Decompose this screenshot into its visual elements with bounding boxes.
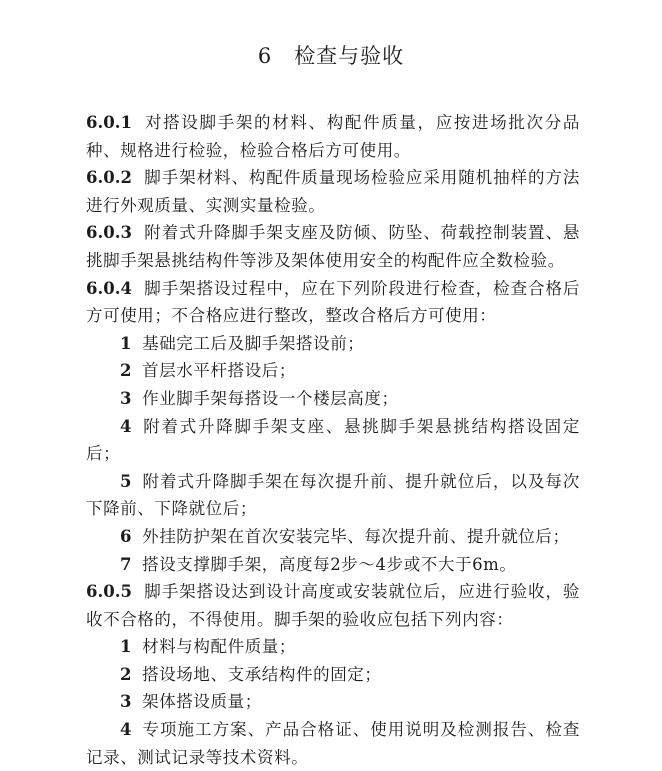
item-text: 附着式升降脚手架支座、悬挑脚手架悬挑结构搭设固定后； <box>86 416 580 464</box>
list-item <box>86 661 580 689</box>
list-item <box>86 385 580 413</box>
clause-text: 脚手架搭设过程中，应在下列阶段进行检查，检查合格后方可使用；不合格应进行整改，整改合格后方可使用： <box>86 278 580 326</box>
clause-6-0-5 <box>86 578 580 633</box>
list-item <box>86 716 580 771</box>
chapter-number: 6 <box>257 44 273 68</box>
clause-number: 6.0.5 <box>86 582 132 602</box>
item-text: 外挂防护架在首次安装完毕、每次提升前、提升就位后； <box>142 526 570 546</box>
list-item <box>86 413 580 468</box>
clause-6-0-2 <box>86 164 580 219</box>
list-item <box>86 468 580 523</box>
clause-number: 6.0.3 <box>86 223 132 243</box>
list-item <box>86 523 580 551</box>
item-text: 作业脚手架每搭设一个楼层高度； <box>142 388 399 408</box>
list-item <box>86 551 580 579</box>
clause-6-0-4 <box>86 275 580 330</box>
item-number: 1 <box>120 637 133 657</box>
item-text: 附着式升降脚手架在每次提升前、提升就位后，以及每次下降前、下降就位后； <box>86 471 580 519</box>
item-text: 架体搭设质量； <box>142 692 262 712</box>
clause-text: 脚手架搭设达到设计高度或安装就位后，应进行验收，验收不合格的，不得使用。脚手架的验收应包括下列内容： <box>86 582 580 629</box>
chapter-title: 检查与验收 <box>294 44 405 68</box>
list-item <box>86 688 580 716</box>
clause-number: 6.0.4 <box>86 278 132 298</box>
item-text: 搭设支撑脚手架，高度每2步～4步或不大于6m。 <box>142 554 517 574</box>
item-text: 首层水平杆搭设后； <box>142 361 296 381</box>
item-text: 材料与构配件质量； <box>142 637 296 657</box>
item-number: 2 <box>120 361 133 381</box>
item-number: 1 <box>120 333 133 353</box>
item-number: 3 <box>120 692 133 712</box>
clause-number: 6.0.2 <box>86 168 132 188</box>
item-text: 基础完工后及脚手架搭设前； <box>142 333 365 353</box>
item-number: 2 <box>120 664 133 684</box>
clause-number: 6.0.1 <box>86 113 132 132</box>
item-number: 3 <box>120 388 133 408</box>
clause-text: 对搭设脚手架的材料、构配件质量，应按进场批次分品种、规格进行检验，检验合格后方可使用。 <box>86 113 580 160</box>
item-number: 5 <box>120 471 133 491</box>
clause-6-0-1 <box>86 109 580 164</box>
document-body <box>86 109 580 771</box>
clause-text: 脚手架材料、构配件质量现场检验应采用随机抽样的方法进行外观质量、实测实量检验。 <box>86 168 580 215</box>
item-number: 6 <box>120 526 133 546</box>
list-item <box>86 633 580 661</box>
item-text: 搭设场地、支承结构件的固定； <box>142 664 382 684</box>
item-number: 4 <box>120 720 133 740</box>
item-number: 7 <box>120 554 133 574</box>
list-item <box>86 357 580 385</box>
list-item <box>86 330 580 358</box>
item-number: 4 <box>120 416 133 436</box>
clause-6-0-3 <box>86 219 580 274</box>
chapter-heading <box>0 40 662 70</box>
clause-text: 附着式升降脚手架支座及防倾、防坠、荷载控制装置、悬挑脚手架悬挑结构件等涉及架体使用安全的构配件应全数检验。 <box>86 223 580 270</box>
item-text: 专项施工方案、产品合格证、使用说明及检测报告、检查记录、测试记录等技术资料。 <box>86 720 580 767</box>
